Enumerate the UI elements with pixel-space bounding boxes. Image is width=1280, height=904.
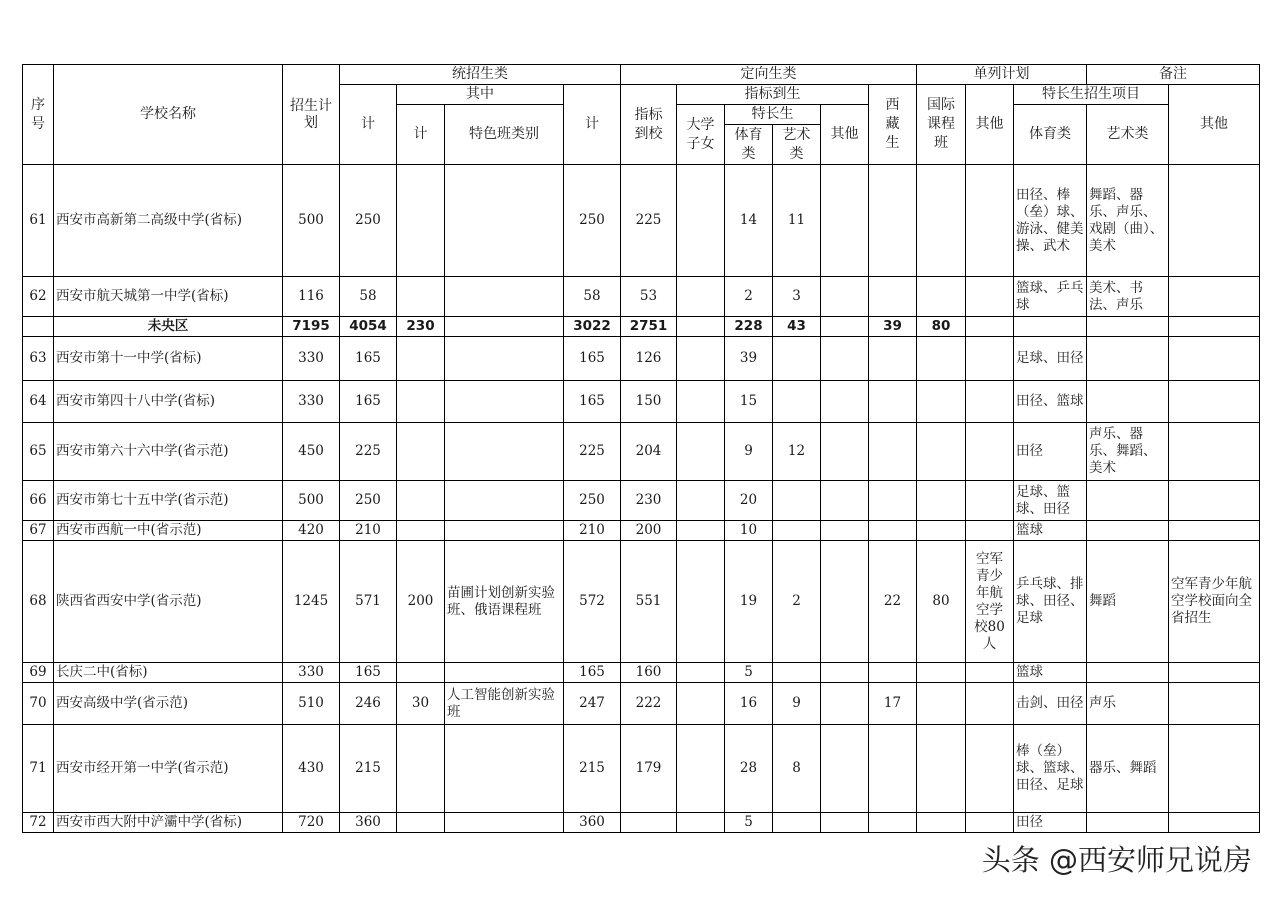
separate-other [966,337,1014,381]
district-subtotal-row [23,317,1260,337]
header-seq: 序号 [23,65,54,165]
tibet-count [869,521,917,541]
among-total [397,481,445,521]
among-total [397,165,445,277]
tibet-count: 39 [869,317,917,337]
unified-total: 165 [340,337,397,381]
row-seq [23,317,54,337]
among-total [397,725,445,813]
directed-other [821,725,869,813]
remarks-arts [1087,813,1169,833]
among-total [397,663,445,683]
header-among-total: 计 [397,105,445,165]
school-name: 西安市第七十五中学(省示范) [54,481,283,521]
plan-count: 720 [283,813,340,833]
among-total: 30 [397,683,445,725]
sports-count: 228 [725,317,773,337]
remarks-other [1169,277,1260,317]
table-row [23,423,1260,481]
special-class [445,337,564,381]
among-total: 200 [397,541,445,663]
university-children [677,381,725,423]
remarks-other [1169,481,1260,521]
special-class [445,521,564,541]
special-class [445,381,564,423]
sports-count: 15 [725,381,773,423]
quota-to-school: 230 [621,481,677,521]
intl-count: 80 [917,541,966,663]
intl-count [917,481,966,521]
school-name: 长庆二中(省标) [54,663,283,683]
intl-count [917,381,966,423]
among-total [397,277,445,317]
table-row [23,663,1260,683]
row-seq: 70 [23,683,54,725]
intl-count: 80 [917,317,966,337]
intl-count [917,165,966,277]
table-row [23,521,1260,541]
unified-total: 250 [340,165,397,277]
unified-total: 571 [340,541,397,663]
sports-count: 39 [725,337,773,381]
header-university-children: 大学子女 [677,105,725,165]
arts-count [773,381,821,423]
separate-other [966,481,1014,521]
remarks-arts: 器乐、舞蹈 [1087,725,1169,813]
separate-other [966,381,1014,423]
unified-total: 165 [340,663,397,683]
table-row [23,277,1260,317]
arts-count: 8 [773,725,821,813]
special-class [445,165,564,277]
sports-count: 19 [725,541,773,663]
among-total [397,337,445,381]
arts-count [773,813,821,833]
unified-total: 165 [340,381,397,423]
row-seq: 69 [23,663,54,683]
university-children [677,277,725,317]
directed-other [821,521,869,541]
arts-count: 43 [773,317,821,337]
separate-other [966,663,1014,683]
remarks-other [1169,521,1260,541]
arts-count: 3 [773,277,821,317]
quota-to-school: 200 [621,521,677,541]
remarks-other [1169,725,1260,813]
plan-count: 510 [283,683,340,725]
remarks-sports [1014,317,1087,337]
sports-count: 9 [725,423,773,481]
special-class [445,317,564,337]
directed-total: 215 [564,725,621,813]
separate-other [966,317,1014,337]
remarks-arts [1087,381,1169,423]
university-children [677,481,725,521]
tibet-count [869,277,917,317]
sports-count: 16 [725,683,773,725]
remarks-sports: 足球、篮球、田径 [1014,481,1087,521]
header-unified: 统招生类 [340,65,621,85]
special-class [445,725,564,813]
directed-total: 165 [564,381,621,423]
remarks-other [1169,165,1260,277]
enrollment-plan-table [22,64,1260,833]
remarks-sports: 篮球、乒乓球 [1014,277,1087,317]
directed-total: 247 [564,683,621,725]
intl-count [917,423,966,481]
directed-other [821,541,869,663]
remarks-sports: 篮球 [1014,521,1087,541]
arts-count: 12 [773,423,821,481]
university-children [677,423,725,481]
header-directed: 定向生类 [621,65,917,85]
among-total [397,381,445,423]
plan-count: 7195 [283,317,340,337]
school-name: 西安市航天城第一中学(省标) [54,277,283,317]
remarks-arts [1087,521,1169,541]
special-class [445,481,564,521]
plan-count: 330 [283,663,340,683]
directed-total: 225 [564,423,621,481]
university-children [677,337,725,381]
sports-count: 20 [725,481,773,521]
remarks-arts [1087,481,1169,521]
quota-to-school: 204 [621,423,677,481]
arts-count: 2 [773,541,821,663]
remarks-sports: 田径 [1014,423,1087,481]
quota-to-school: 179 [621,725,677,813]
directed-other [821,481,869,521]
table-row [23,337,1260,381]
tibet-count: 17 [869,683,917,725]
intl-count [917,277,966,317]
row-seq: 61 [23,165,54,277]
plan-count: 420 [283,521,340,541]
plan-count: 430 [283,725,340,813]
header-specialty: 特长生 [725,105,821,125]
table-row [23,481,1260,521]
unified-total: 225 [340,423,397,481]
school-name: 陕西省西安中学(省示范) [54,541,283,663]
sports-count: 5 [725,813,773,833]
remarks-sports: 篮球 [1014,663,1087,683]
table-row [23,381,1260,423]
unified-total: 210 [340,521,397,541]
school-name: 西安市经开第一中学(省示范) [54,725,283,813]
table-row [23,683,1260,725]
quota-to-school: 126 [621,337,677,381]
special-class [445,277,564,317]
row-seq: 71 [23,725,54,813]
remarks-sports: 田径、棒（垒）球、游泳、健美操、武术 [1014,165,1087,277]
school-name: 未央区 [54,317,283,337]
unified-total: 250 [340,481,397,521]
sports-count: 2 [725,277,773,317]
remarks-arts [1087,317,1169,337]
unified-total: 4054 [340,317,397,337]
separate-other [966,423,1014,481]
among-total [397,423,445,481]
special-class [445,813,564,833]
school-name: 西安市第六十六中学(省示范) [54,423,283,481]
intl-count [917,337,966,381]
university-children [677,683,725,725]
directed-other [821,683,869,725]
directed-total: 210 [564,521,621,541]
remarks-sports: 棒（垒）球、篮球、田径、足球 [1014,725,1087,813]
plan-count: 450 [283,423,340,481]
remarks-other [1169,381,1260,423]
quota-to-school: 225 [621,165,677,277]
arts-count [773,663,821,683]
header-row-1 [23,65,1260,85]
tibet-count [869,663,917,683]
quota-to-school: 222 [621,683,677,725]
directed-other [821,165,869,277]
unified-total: 58 [340,277,397,317]
header-quota-to-school: 指标到校 [621,85,677,165]
row-seq: 72 [23,813,54,833]
school-name: 西安市西大附中浐灞中学(省标) [54,813,283,833]
school-name: 西安市西航一中(省示范) [54,521,283,541]
intl-count [917,683,966,725]
university-children [677,725,725,813]
tibet-count [869,337,917,381]
quota-to-school: 53 [621,277,677,317]
watermark: 头条 @西安师兄说房 [981,843,1252,877]
remarks-sports: 乒乓球、排球、田径、足球 [1014,541,1087,663]
separate-other [966,521,1014,541]
header-intl: 国际课程班 [917,85,966,165]
plan-count: 500 [283,481,340,521]
header-sports: 体育类 [725,125,773,165]
remarks-other [1169,663,1260,683]
row-seq: 62 [23,277,54,317]
table-row [23,725,1260,813]
header-remarks-arts: 艺术类 [1087,105,1169,165]
tibet-count [869,165,917,277]
university-children [677,663,725,683]
header-separate-other: 其他 [966,85,1014,165]
unified-total: 360 [340,813,397,833]
header-remarks-sports: 体育类 [1014,105,1087,165]
remarks-sports: 田径 [1014,813,1087,833]
remarks-sports: 田径、篮球 [1014,381,1087,423]
arts-count [773,521,821,541]
table-row [23,813,1260,833]
remarks-arts: 美术、书法、声乐 [1087,277,1169,317]
remarks-arts: 声乐、器乐、舞蹈、美术 [1087,423,1169,481]
among-total [397,521,445,541]
plan-count: 330 [283,337,340,381]
remarks-other [1169,317,1260,337]
remarks-arts: 舞蹈 [1087,541,1169,663]
directed-total: 572 [564,541,621,663]
header-separate: 单列计划 [917,65,1087,85]
special-class [445,423,564,481]
header-quota: 指标到生 [677,85,869,105]
remarks-other: 空军青少年航空学校面向全省招生 [1169,541,1260,663]
remarks-arts [1087,663,1169,683]
row-seq: 65 [23,423,54,481]
directed-other [821,381,869,423]
directed-other [821,813,869,833]
quota-to-school: 551 [621,541,677,663]
tibet-count [869,481,917,521]
remarks-other [1169,423,1260,481]
sports-count: 10 [725,521,773,541]
special-class: 人工智能创新实验班 [445,683,564,725]
plan-count: 500 [283,165,340,277]
header-arts: 艺术类 [773,125,821,165]
directed-other [821,317,869,337]
row-seq: 66 [23,481,54,521]
remarks-sports: 足球、田径 [1014,337,1087,381]
remarks-other [1169,813,1260,833]
among-total [397,813,445,833]
header-among: 其中 [397,85,564,105]
row-seq: 64 [23,381,54,423]
arts-count: 11 [773,165,821,277]
remarks-arts: 声乐 [1087,683,1169,725]
unified-total: 215 [340,725,397,813]
tibet-count [869,725,917,813]
remarks-other [1169,683,1260,725]
tibet-count: 22 [869,541,917,663]
directed-other [821,277,869,317]
sports-count: 28 [725,725,773,813]
header-directed-other: 其他 [821,105,869,165]
tibet-count [869,381,917,423]
arts-count [773,337,821,381]
school-name: 西安高级中学(省示范) [54,683,283,725]
sports-count: 14 [725,165,773,277]
intl-count [917,521,966,541]
school-name: 西安市高新第二高级中学(省标) [54,165,283,277]
remarks-arts: 舞蹈、器乐、声乐、戏剧（曲）、美术 [1087,165,1169,277]
header-tibet: 西藏生 [869,85,917,165]
unified-total: 246 [340,683,397,725]
directed-total: 250 [564,165,621,277]
separate-other [966,813,1014,833]
table-row [23,541,1260,663]
sports-count: 5 [725,663,773,683]
directed-total: 165 [564,663,621,683]
header-unified-total: 计 [340,85,397,165]
university-children [677,813,725,833]
special-class [445,663,564,683]
directed-other [821,423,869,481]
quota-to-school: 2751 [621,317,677,337]
remarks-arts [1087,337,1169,381]
remarks-other [1169,337,1260,381]
separate-other [966,725,1014,813]
arts-count: 9 [773,683,821,725]
university-children [677,541,725,663]
special-class: 苗圃计划创新实验班、俄语课程班 [445,541,564,663]
quota-to-school: 160 [621,663,677,683]
header-special-class: 特色班类别 [445,105,564,165]
intl-count [917,663,966,683]
row-seq: 68 [23,541,54,663]
directed-other [821,663,869,683]
separate-other [966,277,1014,317]
remarks-sports: 击剑、田径 [1014,683,1087,725]
tibet-count [869,423,917,481]
header-directed-total: 计 [564,85,621,165]
quota-to-school: 150 [621,381,677,423]
arts-count [773,481,821,521]
separate-other: 空军青少年航空学校80人 [966,541,1014,663]
separate-other [966,683,1014,725]
table-row [23,165,1260,277]
directed-total: 58 [564,277,621,317]
header-school-name: 学校名称 [54,65,283,165]
directed-total: 360 [564,813,621,833]
university-children [677,165,725,277]
plan-count: 116 [283,277,340,317]
row-seq: 63 [23,337,54,381]
directed-total: 3022 [564,317,621,337]
header-specialty-items: 特长生招生项目 [1014,85,1169,105]
separate-other [966,165,1014,277]
school-name: 西安市第四十八中学(省标) [54,381,283,423]
header-plan: 招生计划 [283,65,340,165]
directed-total: 165 [564,337,621,381]
header-remarks: 备注 [1087,65,1260,85]
school-name: 西安市第十一中学(省标) [54,337,283,381]
university-children [677,521,725,541]
row-seq: 67 [23,521,54,541]
directed-other [821,337,869,381]
intl-count [917,813,966,833]
directed-total: 250 [564,481,621,521]
quota-to-school [621,813,677,833]
plan-count: 330 [283,381,340,423]
university-children [677,317,725,337]
among-total: 230 [397,317,445,337]
tibet-count [869,813,917,833]
intl-count [917,725,966,813]
plan-count: 1245 [283,541,340,663]
header-remarks-other: 其他 [1169,85,1260,165]
